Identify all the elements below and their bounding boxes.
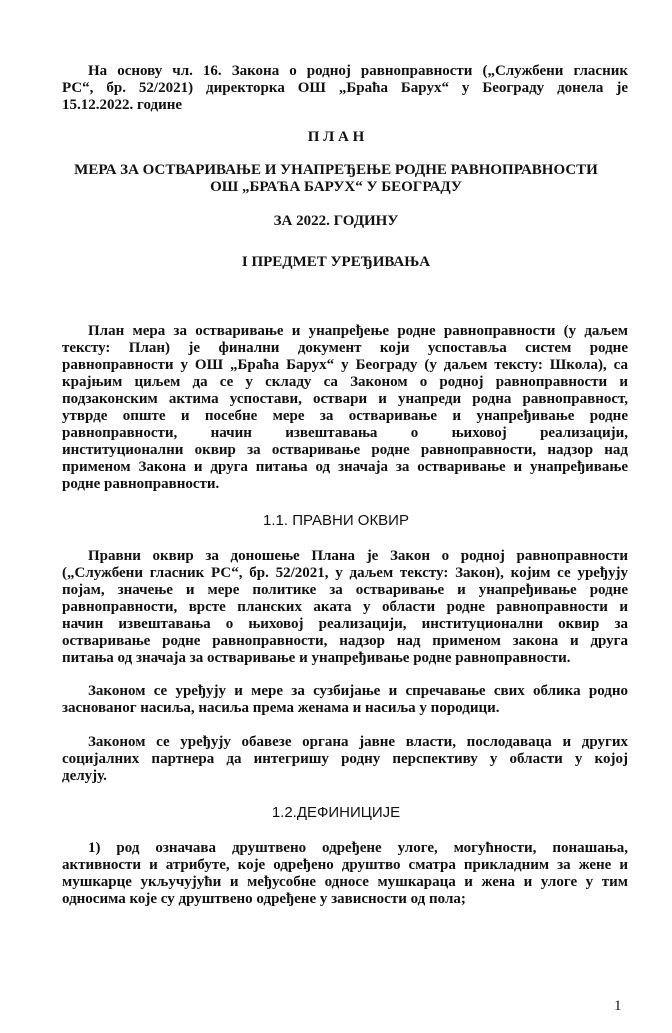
section-1-2-heading: 1.2.ДЕФИНИЦИЈЕ xyxy=(271,804,401,821)
para1-line: равноправности, начин извештавања о њиховој реализацији, xyxy=(62,425,628,441)
section-1-heading: I ПРЕДМЕТ УРЕЂИВАЊА xyxy=(241,254,431,270)
para1-line: родне равноправности. xyxy=(62,476,220,492)
para2-line: питања од значаја за остваривање и унапређивање родне равноправности. xyxy=(62,650,571,666)
para2-line: равноправности, врсте планских аката у области родне равноправности и xyxy=(62,599,628,615)
para1-line: тексту: План) је финални документ који успоставља систем родне xyxy=(62,340,628,356)
plan-subtitle-line-2: ОШ „БРАЋА БАРУХ“ У БЕОГРАДУ xyxy=(210,179,462,195)
intro-line-3: 15.12.2022. године xyxy=(62,97,183,113)
para1-line: утврде опште и посебне мере за остваривање и унапређивање родне xyxy=(62,408,628,424)
para2-line: („Службени гласник РС“, бр. 52/2021, у даљем тексту: Закон), којим се уређују xyxy=(62,565,628,581)
para3-line: Законом се уређују и мере за сузбијање и спречавање свих облика родно xyxy=(88,683,628,699)
para1-line: крајњим циљем да се у складу са Законом о родној равноправности и xyxy=(62,374,628,390)
para5-line: 1) род означава друштвено одређене улоге, могућности, понашања, xyxy=(88,840,628,856)
para3-line: заснованог насиља, насиља према женама и насиља у породици. xyxy=(62,700,500,716)
para1-line: применом Закона и друга питања од значаја за остваривање и унапређивање xyxy=(62,459,628,475)
plan-year: ЗА 2022. ГОДИНУ xyxy=(273,213,399,229)
para5-line: активности и атрибуте, које одређено друштво сматра прикладним за жене и xyxy=(62,857,628,873)
intro-line-2: РС“, бр. 52/2021) директорка ОШ „Браћа Барух“ у Београду донела је xyxy=(62,80,628,96)
para1-line: План мера за остваривање и унапређење родне равноправности (у даљем xyxy=(88,323,628,339)
para4-line: социјалних партнера да интегришу родну перспективу у области у којој xyxy=(62,751,628,767)
para1-line: подзаконским актима успостави, оствари и унапреди родна равноправност, xyxy=(62,391,628,407)
para4-line: Законом се уређују обавезе органа јавне власти, послодаваца и других xyxy=(88,734,628,750)
para1-line: институционални оквир за остваривање родне равноправности, надзор над xyxy=(62,442,628,458)
para2-line: начин извештавања о њиховој реализацији, институционални оквир за xyxy=(62,616,628,632)
para5-line: мушкарце укључујући и међусобне односе мушкараца и жена и улоге у тим xyxy=(62,874,628,890)
section-1-1-heading: 1.1. ПРАВНИ ОКВИР xyxy=(263,512,409,529)
para4-line: делују. xyxy=(62,768,107,784)
plan-title: П Л А Н xyxy=(307,129,365,145)
para1-line: равноправности у ОШ „Браћа Барух“ у Београду (у даљем тексту: Школа), са xyxy=(62,357,628,373)
intro-line-1: На основу чл. 16. Закона о родној равноправности („Службени гласник xyxy=(88,63,628,79)
para2-line: појам, значење и мере политике за остваривање и унапређивање родне xyxy=(62,582,628,598)
para2-line: Правни оквир за доношење Плана је Закон о родној равноправности xyxy=(88,548,628,564)
para5-line: односима које су друштвено одређене у зависности од пола; xyxy=(62,891,466,907)
page-number: 1 xyxy=(614,998,622,1014)
para2-line: остваривање родне равноправности, надзор над применом закона и друга xyxy=(62,633,628,649)
plan-subtitle-line-1: МЕРА ЗА ОСТВАРИВАЊЕ И УНАПРЕЂЕЊЕ РОДНЕ РАВНОПРАВНОСТИ xyxy=(74,162,598,178)
